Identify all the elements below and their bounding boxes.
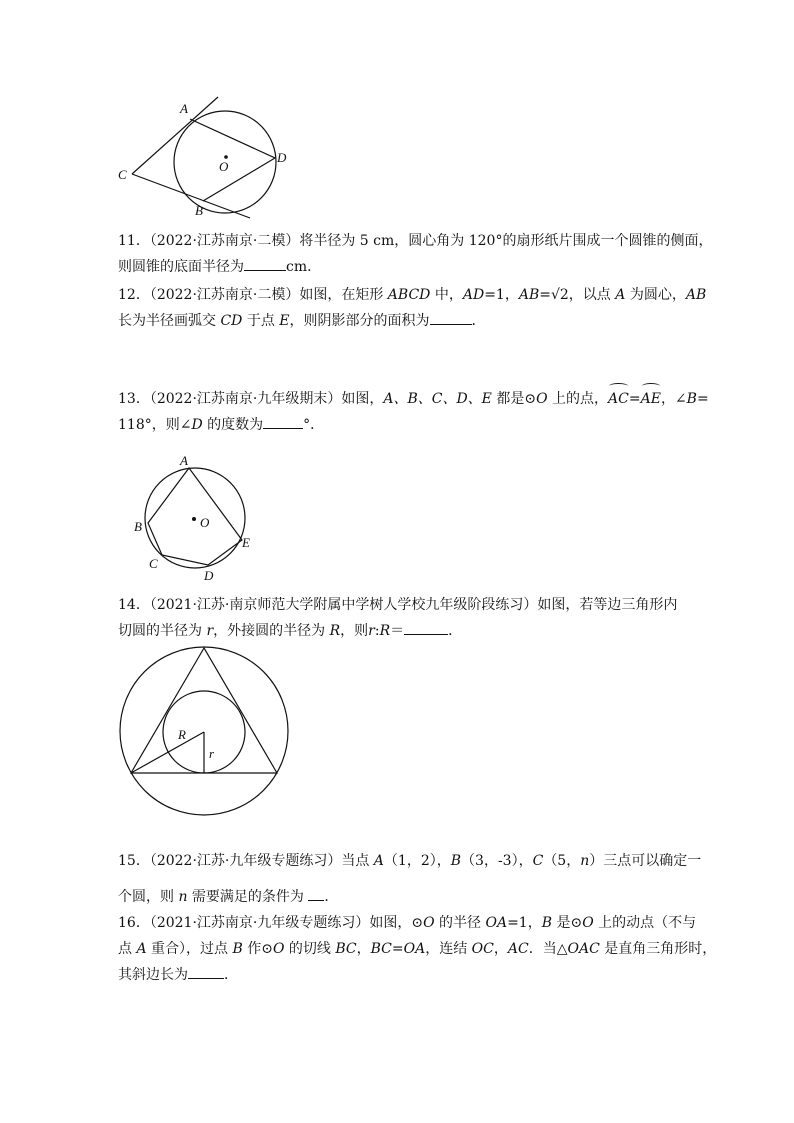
label-d: D xyxy=(204,568,214,583)
q12-line2: 长为半径画弧交 CD 于点 E，则阴影部分的面积为 ． xyxy=(118,308,678,334)
chords-adb xyxy=(190,119,275,201)
figure-tangent-quadrilateral xyxy=(110,92,300,222)
label-small-r: r xyxy=(209,746,215,761)
q11-line2: 则圆锥的底面半径为 cm． xyxy=(118,254,678,280)
pentagon-abcde xyxy=(148,468,242,565)
label-big-r: R xyxy=(178,727,186,742)
question-15 xyxy=(118,848,702,910)
label-b: B xyxy=(195,203,203,218)
q16-line3: 其斜边长为 ． xyxy=(118,962,678,988)
q12-line1: 12．（2022·江苏南京·二模）如图，在矩形 ABCD 中，AD=1，AB=√2，以点 A 为圆心，AB xyxy=(118,287,707,303)
label-o: O xyxy=(219,159,229,174)
tangent-line-cb xyxy=(132,174,250,218)
q13-line1: 13．（2022·江苏南京·九年级期末）如图，A、B、C、D、E 都是⊙O 上的点，AC=AE，∠B= xyxy=(118,386,678,412)
label-e: E xyxy=(242,535,250,550)
question-14 xyxy=(118,592,678,644)
q14-line2: 切圆的半径为 r，外接圆的半径为 R，则r:R＝ ． xyxy=(118,618,678,644)
question-16 xyxy=(118,910,717,988)
radius-r-big xyxy=(131,732,204,773)
label-d: D xyxy=(277,150,287,165)
question-13 xyxy=(118,386,709,438)
label-c: C xyxy=(149,556,158,571)
q16-line1: 16．（2021·江苏南京·九年级专题练习）如图，⊙O 的半径 OA=1，B 是⊙O 上的动点（不与 xyxy=(118,915,697,931)
answer-blank[interactable] xyxy=(404,619,448,635)
question-12 xyxy=(118,282,707,334)
label-a: A xyxy=(180,453,188,468)
figure-equilateral-triangle-circles xyxy=(118,642,290,814)
label-o: O xyxy=(200,515,210,530)
tangent-line-ca xyxy=(132,97,218,174)
question-11 xyxy=(118,228,713,280)
figure-inscribed-pentagon xyxy=(128,452,268,582)
q11-line1: 11．（2022·江苏南京·二模）将半径为 5 cm，圆心角为 120°的扇形纸片围成一个圆锥的侧面， xyxy=(118,233,713,249)
answer-blank[interactable] xyxy=(244,255,286,271)
q15-line2: 个圆，则 n 需要满足的条件为 ． xyxy=(118,884,678,910)
arc-ae: AE xyxy=(641,386,661,412)
answer-blank[interactable] xyxy=(308,885,324,901)
circumcircle xyxy=(120,647,288,815)
center-dot xyxy=(192,517,196,521)
q15-line1: 15．（2022·江苏·九年级专题练习）当点 A（1，2），B（3，-3），C（5，n）三点可以确定一 xyxy=(118,853,702,869)
answer-blank[interactable] xyxy=(430,309,472,325)
arc-ac: AC xyxy=(608,386,629,412)
answer-blank[interactable] xyxy=(188,963,224,979)
label-c: C xyxy=(118,167,127,182)
label-a: A xyxy=(180,101,188,116)
q14-line1: 14．（2021·江苏·南京师范大学附属中学树人学校九年级阶段练习）如图，若等边三角形内 xyxy=(118,597,678,613)
label-b: B xyxy=(134,519,142,534)
q16-line2: 点 A 重合），过点 B 作⊙O 的切线 BC，BC=OA，连结 OC，AC．当△OAC 是直角三角形时， xyxy=(118,941,717,957)
q13-line2: 118°，则∠D 的度数为 °． xyxy=(118,412,678,438)
answer-blank[interactable] xyxy=(263,413,303,429)
